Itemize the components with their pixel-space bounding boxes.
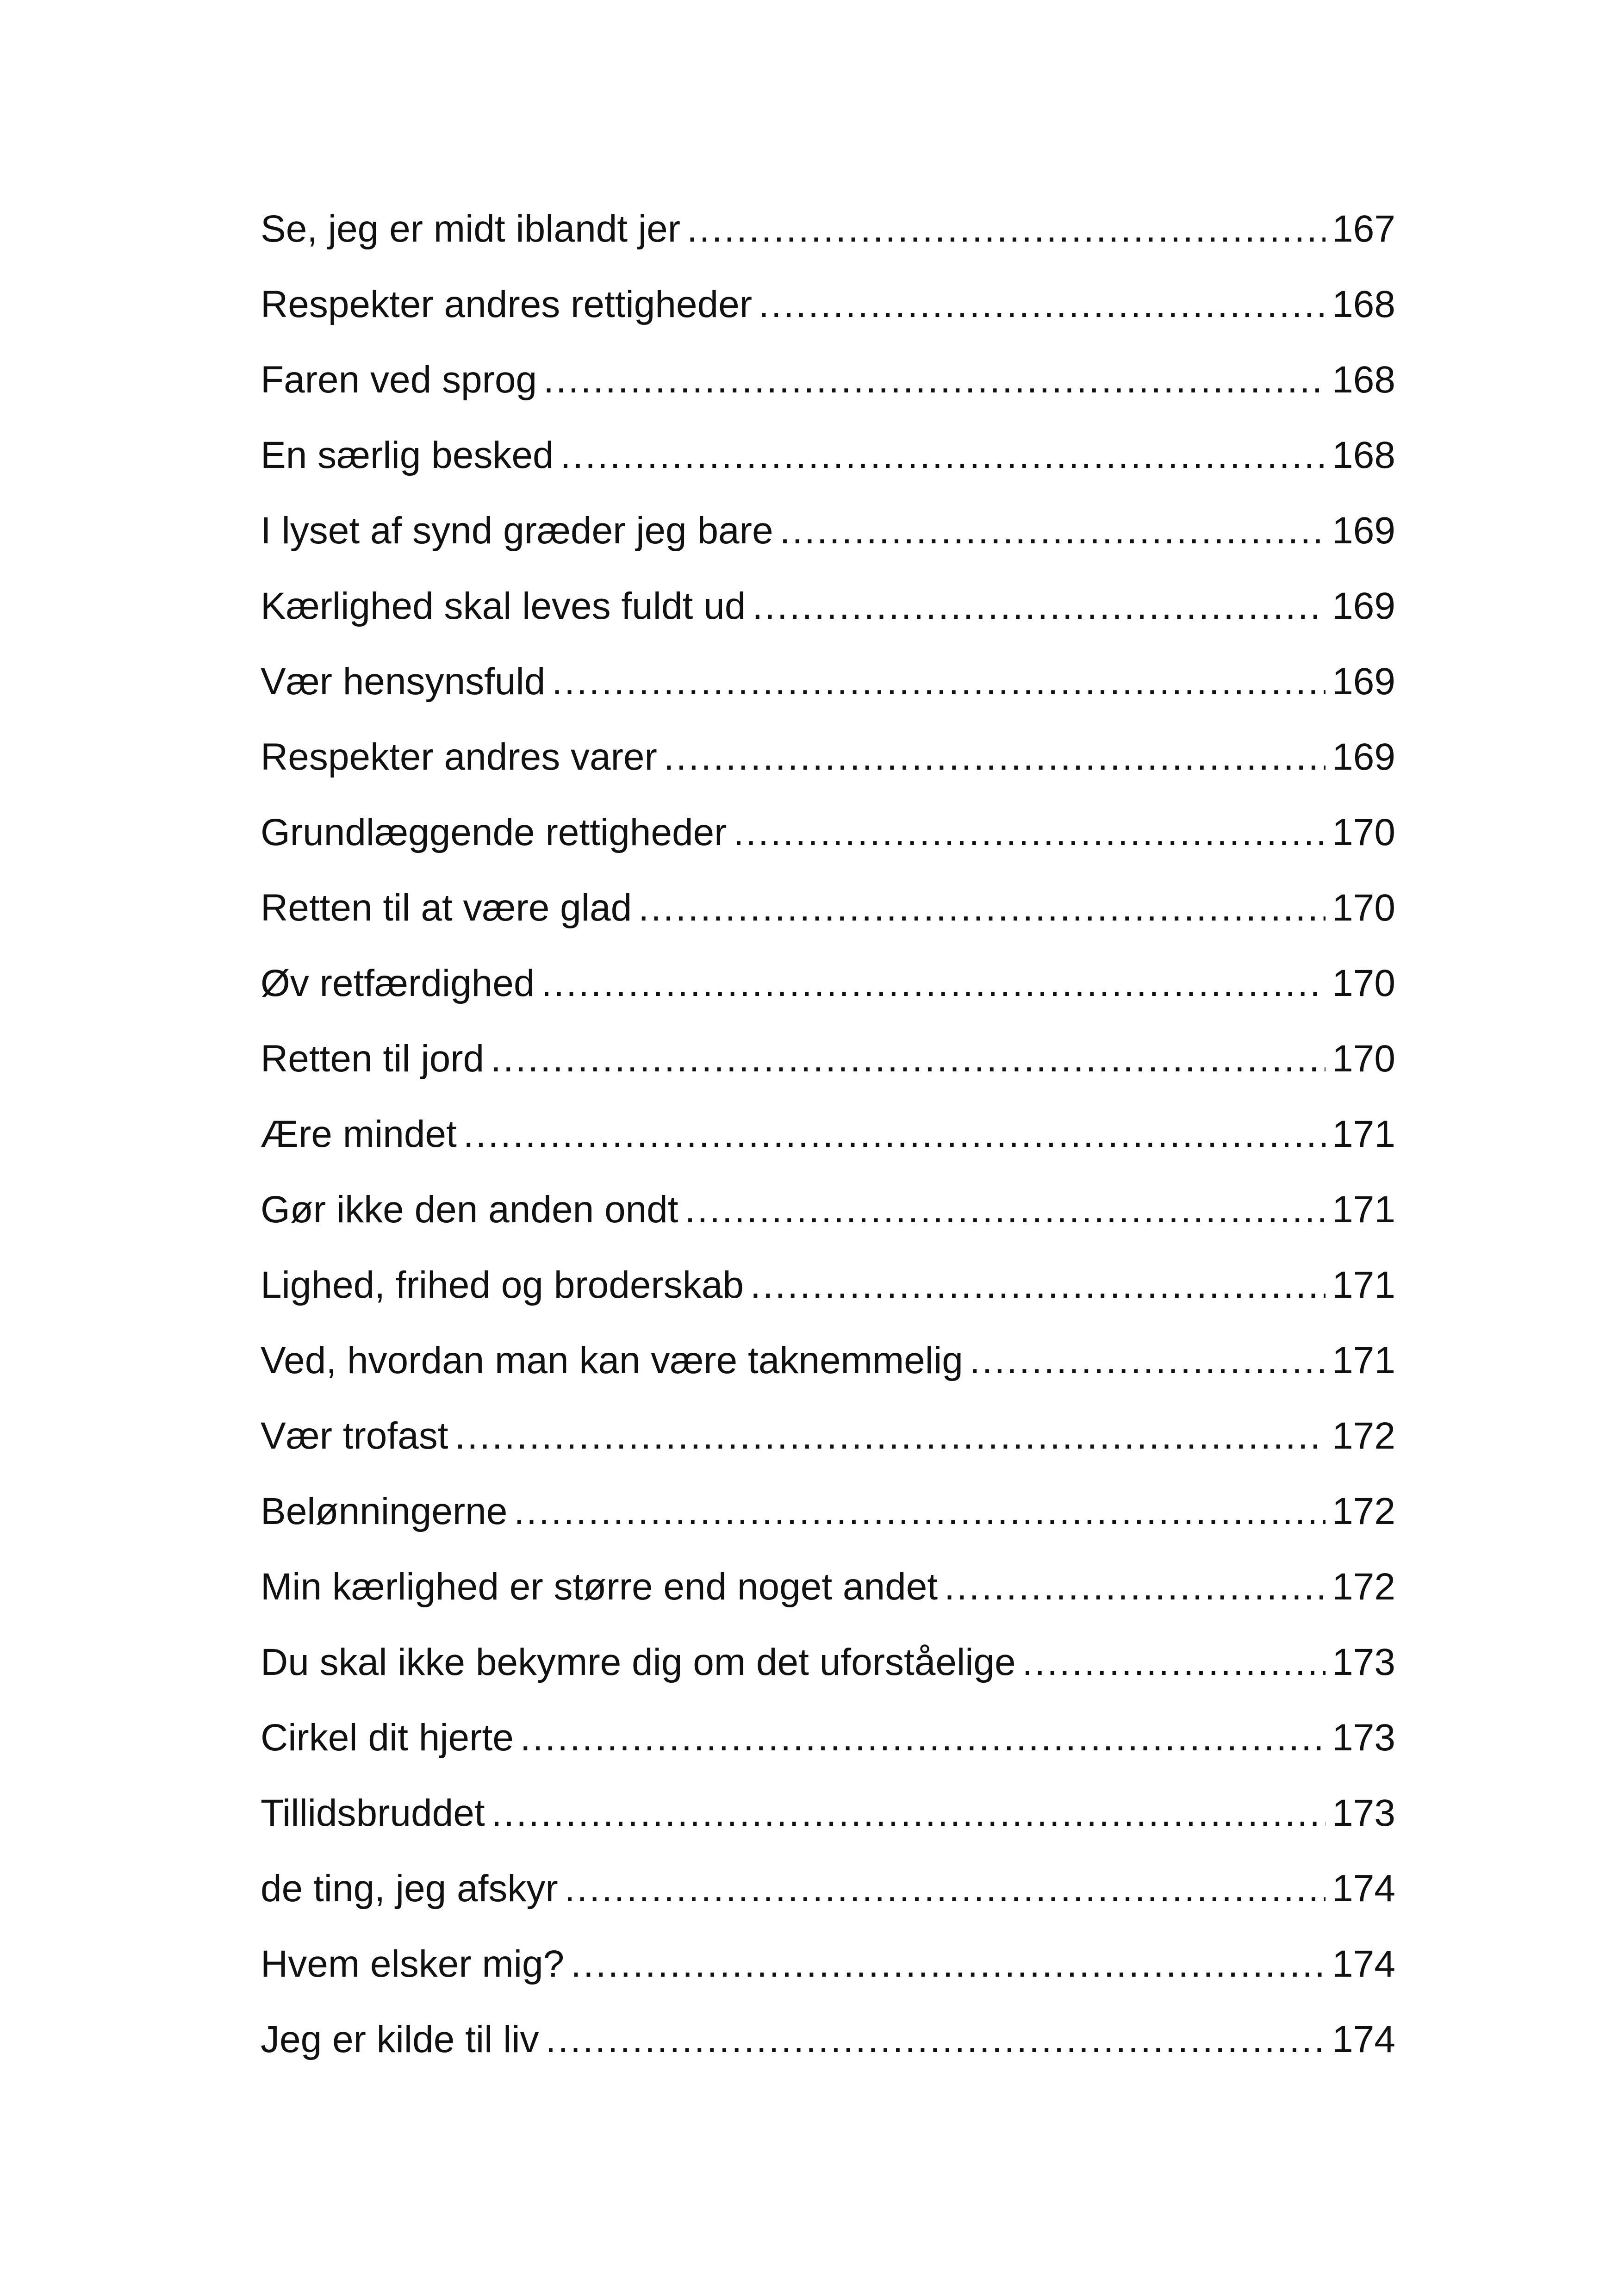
toc-entry-title: Gør ikke den anden ondt xyxy=(261,1188,678,1231)
toc-entry-title: Lighed, frihed og broderskab xyxy=(261,1264,744,1306)
toc-entry-title: Tillidsbruddet xyxy=(261,1792,485,1834)
toc-entry-title: Ære mindet xyxy=(261,1113,457,1155)
toc-dot-leader xyxy=(560,434,1326,477)
toc-entry xyxy=(261,962,1395,1037)
toc-entry xyxy=(261,1867,1395,1942)
toc-dot-leader xyxy=(571,1942,1326,1986)
toc-entry-page: 171 xyxy=(1332,1264,1395,1306)
toc-entry-page: 171 xyxy=(1332,1339,1395,1381)
toc-entry xyxy=(261,1565,1395,1641)
toc-entry-page: 172 xyxy=(1332,1566,1395,1608)
toc-entry-page: 167 xyxy=(1332,208,1395,250)
toc-entry-page: 169 xyxy=(1332,660,1395,703)
toc-entry-title: Ved, hvordan man kan være taknemmelig xyxy=(261,1339,963,1381)
toc-dot-leader xyxy=(552,660,1326,703)
toc-dot-leader xyxy=(752,585,1326,628)
toc-dot-leader xyxy=(780,509,1326,553)
toc-entry-title: Jeg er kilde til liv xyxy=(261,2018,539,2060)
toc-entry xyxy=(261,1490,1395,1565)
toc-entry-title: Vær trofast xyxy=(261,1415,448,1457)
toc-entry-title: Cirkel dit hjerte xyxy=(261,1717,514,1759)
toc-entry xyxy=(261,1942,1395,2018)
toc-dot-leader xyxy=(546,2018,1326,2061)
toc-entry xyxy=(261,509,1395,585)
toc-entry-page: 172 xyxy=(1332,1415,1395,1457)
toc-dot-leader xyxy=(970,1339,1326,1382)
toc-dot-leader xyxy=(492,1792,1326,1835)
toc-dot-leader xyxy=(1022,1641,1326,1684)
toc-dot-leader xyxy=(687,207,1326,251)
toc-dot-leader xyxy=(520,1716,1326,1760)
toc-entry xyxy=(261,207,1395,283)
toc-dot-leader xyxy=(455,1414,1326,1458)
toc-entry-title: Se, jeg er midt iblandt jer xyxy=(261,208,681,250)
toc-entry-title: Kærlighed skal leves fuldt ud xyxy=(261,585,746,627)
toc-entry xyxy=(261,1414,1395,1490)
toc-entry xyxy=(261,283,1395,358)
toc-dot-leader xyxy=(759,283,1326,326)
toc-entry-page: 174 xyxy=(1332,1943,1395,1985)
table-of-contents xyxy=(261,207,1395,2093)
toc-entry-page: 170 xyxy=(1332,811,1395,853)
toc-entry xyxy=(261,1037,1395,1113)
toc-entry-title: Vær hensynsfuld xyxy=(261,660,546,703)
toc-entry-title: Belønningerne xyxy=(261,1490,508,1532)
toc-entry-page: 169 xyxy=(1332,736,1395,778)
toc-entry-page: 168 xyxy=(1332,283,1395,325)
toc-entry-title: Retten til jord xyxy=(261,1038,485,1080)
toc-entry-page: 168 xyxy=(1332,359,1395,401)
toc-entry xyxy=(261,660,1395,735)
toc-entry xyxy=(261,1188,1395,1263)
toc-entry xyxy=(261,1716,1395,1792)
toc-entry xyxy=(261,585,1395,660)
toc-entry-page: 173 xyxy=(1332,1792,1395,1834)
toc-entry-page: 171 xyxy=(1332,1188,1395,1231)
toc-entry-page: 174 xyxy=(1332,1867,1395,1910)
toc-entry-page: 169 xyxy=(1332,585,1395,627)
toc-dot-leader xyxy=(514,1490,1326,1533)
toc-entry xyxy=(261,1641,1395,1716)
toc-entry-title: I lyset af synd græder jeg bare xyxy=(261,510,773,552)
toc-entry xyxy=(261,1792,1395,1867)
toc-entry-page: 168 xyxy=(1332,434,1395,476)
toc-entry-page: 171 xyxy=(1332,1113,1395,1155)
toc-dot-leader xyxy=(733,811,1326,854)
toc-entry-page: 173 xyxy=(1332,1717,1395,1759)
toc-dot-leader xyxy=(463,1113,1326,1156)
toc-dot-leader xyxy=(638,886,1326,930)
toc-entry-page: 170 xyxy=(1332,962,1395,1004)
toc-entry-title: Øv retfærdighed xyxy=(261,962,535,1004)
toc-dot-leader xyxy=(541,962,1326,1005)
toc-entry-title: Hvem elsker mig? xyxy=(261,1943,565,1985)
toc-entry xyxy=(261,1113,1395,1188)
toc-entry-title: Retten til at være glad xyxy=(261,887,632,929)
toc-entry-title: Respekter andres rettigheder xyxy=(261,283,753,325)
toc-dot-leader xyxy=(565,1867,1326,1910)
toc-entry xyxy=(261,358,1395,434)
toc-dot-leader xyxy=(750,1263,1326,1307)
toc-entry-page: 170 xyxy=(1332,887,1395,929)
toc-entry-title: Du skal ikke bekymre dig om det uforståelige xyxy=(261,1641,1016,1683)
toc-entry xyxy=(261,735,1395,811)
toc-entry-page: 173 xyxy=(1332,1641,1395,1683)
toc-entry-title: Grundlæggende rettigheder xyxy=(261,811,727,853)
toc-entry-title: Respekter andres varer xyxy=(261,736,657,778)
toc-entry xyxy=(261,1339,1395,1414)
toc-dot-leader xyxy=(944,1565,1326,1609)
toc-entry-page: 169 xyxy=(1332,510,1395,552)
toc-entry-page: 170 xyxy=(1332,1038,1395,1080)
toc-dot-leader xyxy=(491,1037,1326,1081)
toc-entry-page: 172 xyxy=(1332,1490,1395,1532)
toc-entry xyxy=(261,811,1395,886)
toc-entry-title: de ting, jeg afskyr xyxy=(261,1867,558,1910)
toc-dot-leader xyxy=(543,358,1326,402)
toc-entry-title: Min kærlighed er større end noget andet xyxy=(261,1566,938,1608)
toc-entry xyxy=(261,1263,1395,1339)
toc-dot-leader xyxy=(664,735,1326,779)
toc-entry-title: En særlig besked xyxy=(261,434,554,476)
toc-dot-leader xyxy=(685,1188,1326,1232)
toc-entry xyxy=(261,886,1395,962)
toc-entry-page: 174 xyxy=(1332,2018,1395,2060)
toc-entry xyxy=(261,434,1395,509)
toc-entry-title: Faren ved sprog xyxy=(261,359,537,401)
toc-entry xyxy=(261,2018,1395,2093)
